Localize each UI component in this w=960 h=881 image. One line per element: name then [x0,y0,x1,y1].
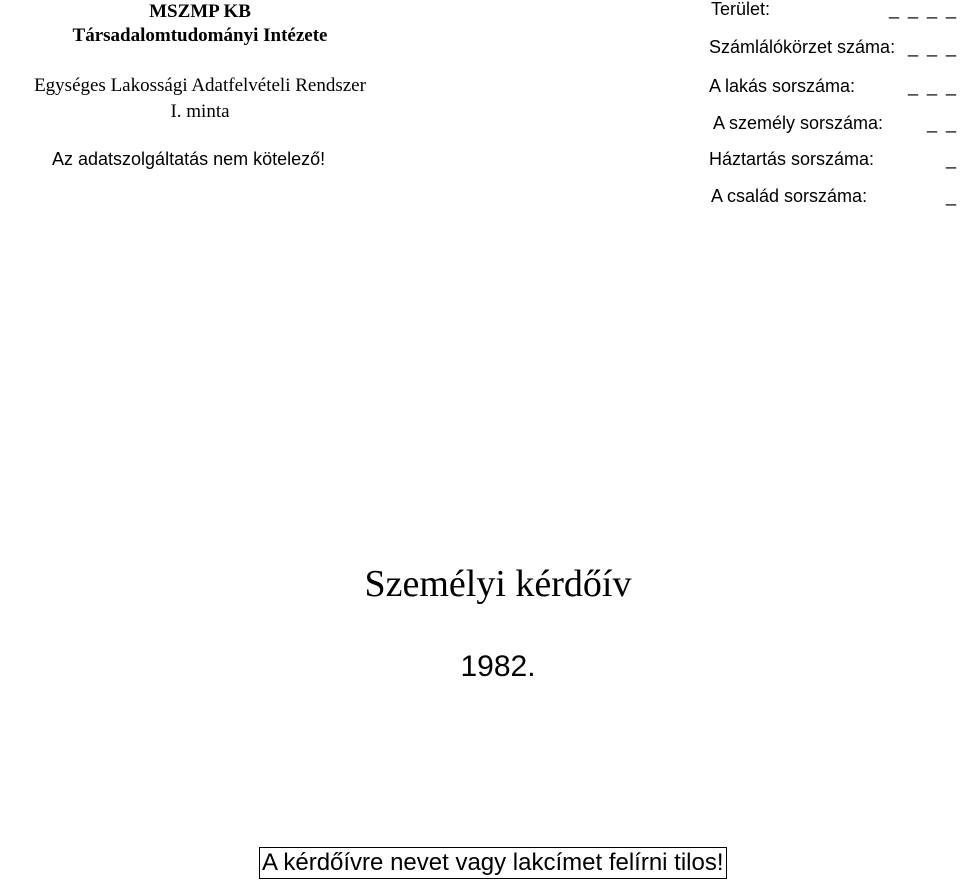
field-dwelling-label: A lakás sorszáma: [709,76,856,96]
privacy-warning-box: A kérdőívre nevet vagy lakcímet felírni tilos! [259,847,727,879]
field-district-blank[interactable]: _ _ _ [907,37,958,57]
institute-name: Társadalomtudományi Intézete [72,25,328,46]
organization-name: MSZMP KB [149,1,251,22]
sample-label: I. minta [170,101,230,122]
system-name: Egységes Lakossági Adatfelvételi Rendszer [34,75,366,96]
field-person-blank[interactable]: _ _ [926,113,958,133]
field-family-blank[interactable]: _ [945,186,958,206]
voluntary-notice: Az adatszolgáltatás nem kötelező! [52,149,326,169]
field-person-label: A személy sorszáma: [713,113,884,133]
document-title: Személyi kérdőív [364,563,632,605]
field-dwelling-blank[interactable]: _ _ _ [907,76,958,96]
field-household-blank[interactable]: _ [945,149,958,169]
field-household-label: Háztartás sorszáma: [709,149,875,169]
field-family-label: A család sorszáma: [711,186,868,206]
field-district-label: Számlálókörzet száma: [709,37,896,57]
field-area-blank[interactable]: _ _ _ _ [888,0,958,19]
document-year: 1982. [460,650,536,683]
field-area-label: Terület: [711,0,771,19]
